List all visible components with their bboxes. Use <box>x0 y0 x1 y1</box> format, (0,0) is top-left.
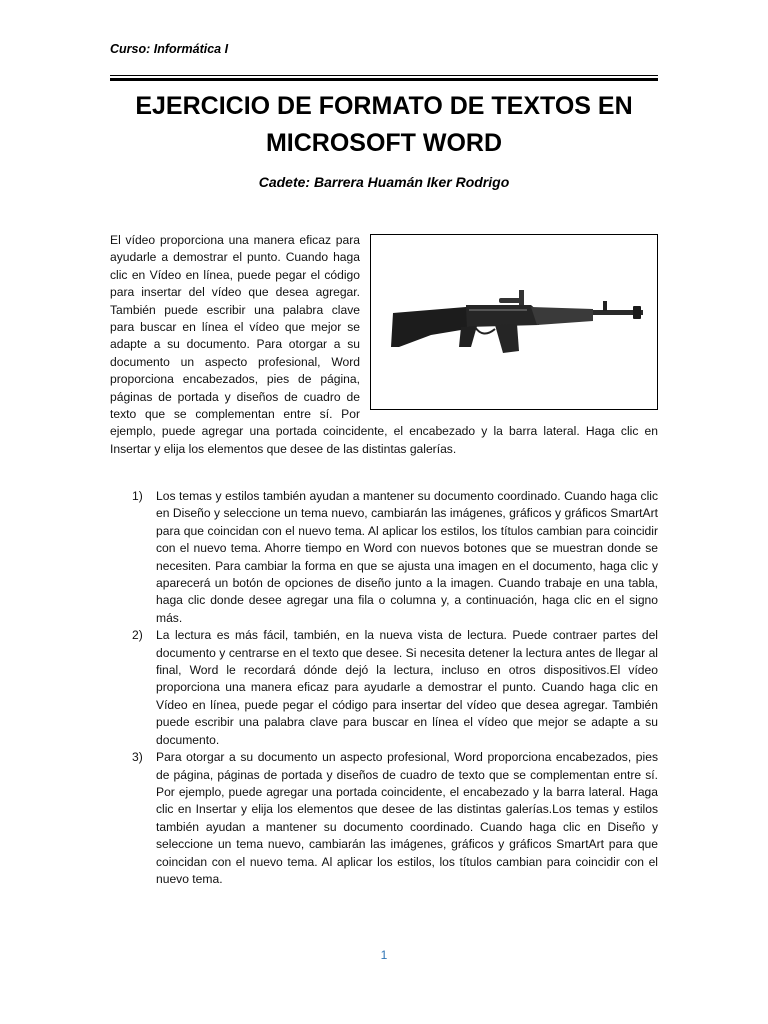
header-rule-thick <box>110 78 658 81</box>
list-item-number: 3) <box>132 750 143 765</box>
document-title <box>110 88 658 162</box>
list-item-number: 1) <box>132 489 143 503</box>
list-item <box>110 488 658 627</box>
numbered-list <box>110 488 658 888</box>
title-line-1: EJERCICIO DE FORMATO DE TEXTOS EN <box>135 92 633 120</box>
header-rule-thin <box>110 75 658 76</box>
list-item <box>110 749 658 888</box>
rifle-image[interactable] <box>370 234 658 410</box>
page-number: 1 <box>380 948 388 962</box>
author-subtitle: Cadete: Barrera Huamán Iker Rodrigo <box>258 174 510 190</box>
intro-section <box>110 232 658 458</box>
list-item-text: La lectura es más fácil, también, en la nueva vista de lectura. Puede contraer partes del documento y centrarse en el texto que desee. Si necesita detener la lectura antes de llegar al final, Word le recordará dónde dejó la lectura, incluso en otros dispositivos.El vídeo proporciona una manera eficaz para ayudarle a demostrar el punto. Cuando haga clic en Vídeo en línea, puede pegar el código para insertar del vídeo que desea agregar. También puede escribir una palabra clave para buscar en línea el vídeo que mejor se adapte a su documento. <box>156 628 658 747</box>
list-item-text: Los temas y estilos también ayudan a mantener su documento coordinado. Cuando haga clic en Diseño y seleccione un tema nuevo, cambiarán las imágenes, gráficos y gráficos SmartArt para que coincidan con el nuevo tema. Al aplicar los estilos, los títulos cambian para coincidir con el nuevo tema. Ahorre tiempo en Word con nuevos botones que se muestran donde se necesiten. Para cambiar la forma en que se ajusta una imagen en el documento, haga clic y aparecerá un botón de opciones de diseño junto a la imagen. Cuando trabaje en una tabla, haga clic donde desee agregar una fila o columna y, a continuación, haga clic en el signo más. <box>156 489 658 625</box>
list-item-text: Para otorgar a su documento un aspecto profesional, Word proporciona encabezados, pies de página, páginas de portada y diseños de cuadro de texto que se complementan entre sí. Por ejemplo, puede agregar una portada coincidente, el encabezado y la barra lateral. Haga clic en Insertar y elija los elementos que desee de las distintas galerías.Los temas y estilos también ayudan a mantener su documento coordinado. Cuando haga clic en Diseño y seleccione un tema nuevo, cambiarán las imágenes, gráficos y gráficos SmartArt para que coincidan con el nuevo tema. Al aplicar los estilos, los títulos cambian para coincidir con el nuevo tema. <box>156 750 658 886</box>
rifle-icon <box>371 235 656 408</box>
list-item-number: 2) <box>132 628 143 643</box>
intro-paragraph: El vídeo proporciona una manera eficaz para ayudarle a demostrar el punto. Cuando haga clic en Vídeo en línea, puede pegar el código para insertar del vídeo que desea agregar. También puede escribir una palabra clave para buscar en línea el vídeo que mejor se adapte a su documento. Para otorgar a su documento un aspecto profesional, Word proporciona encabezados, pies de página, páginas de portada y diseños de cuadro de texto que se complementan entre sí. Por ejemplo, puede agregar una portada coincidente, el encabezado y la barra lateral. Haga clic en Insertar y elija los elementos que desee de las distintas galerías. <box>110 233 658 456</box>
list-item <box>110 627 658 749</box>
course-header: Curso: Informática I <box>110 42 229 56</box>
title-line-2: MICROSOFT WORD <box>265 129 503 157</box>
